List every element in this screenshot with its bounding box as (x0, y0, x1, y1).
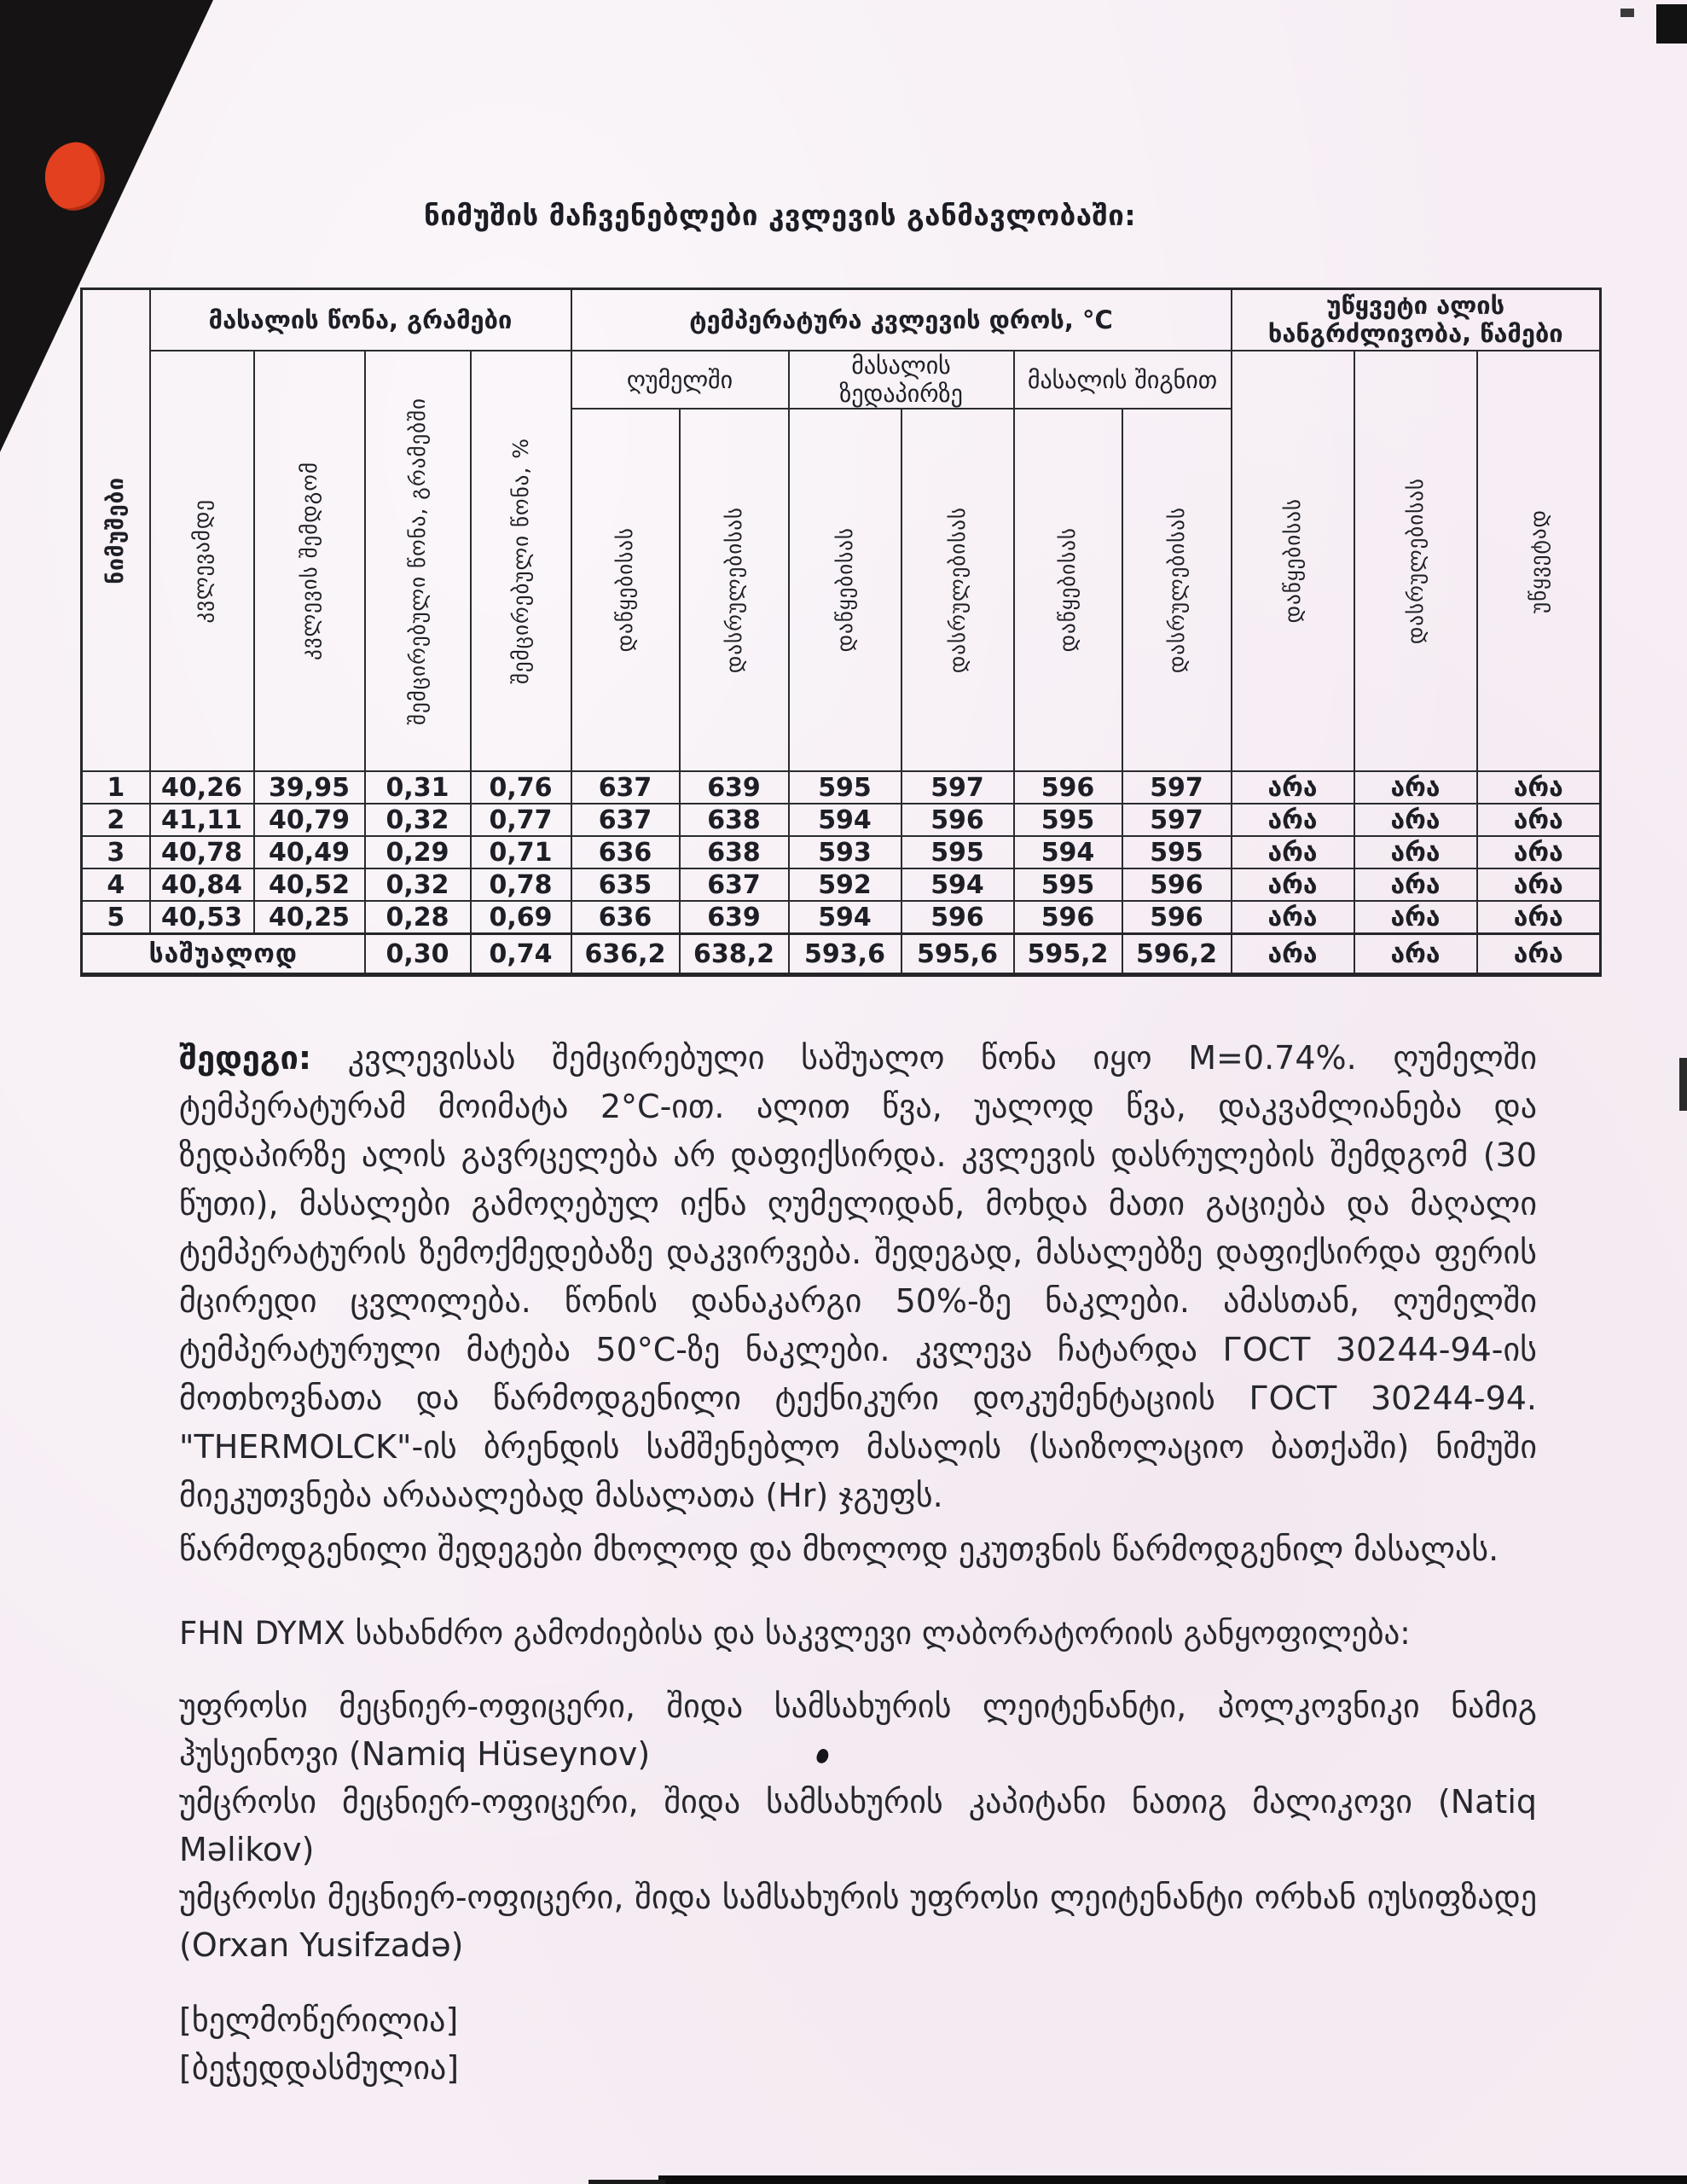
table-cell: 40,26 (150, 771, 254, 804)
table-cell: 639 (680, 901, 789, 934)
officers-block (179, 1682, 1537, 1969)
header-temp-surface: მასალის ზედაპირზე (789, 351, 1014, 409)
table-cell: 596 (1014, 901, 1122, 934)
scan-edge-strip-bottom (658, 2175, 1687, 2184)
header-inside-end (1122, 409, 1232, 771)
table-cell: 594 (789, 804, 901, 836)
table-body (82, 771, 1601, 975)
table-cell: არა (1354, 804, 1477, 836)
header-surface-end (901, 409, 1014, 771)
table-cell: არა (1354, 868, 1477, 901)
surface-end-label: დასრულებისას (944, 506, 970, 674)
stamped-note: [ბეჭედდასმულია] (179, 2049, 460, 2087)
disclaimer-paragraph: წარმოდგენილი შედეგები მხოლოდ და მხოლოდ ეკუთვნის წარმოდგენილ მასალას. (179, 1531, 1499, 1568)
table-cell: არა (1477, 901, 1601, 934)
officer-3: უმცროსი მეცნიერ-ოფიცერი, შიდა სამსახურის უფროსი ლეიტენანტი ორხან იუსიფზადე (Orxan Yusifzadə) (179, 1879, 1537, 1964)
average-cell: არა (1232, 934, 1354, 975)
table-cell: 40,49 (254, 836, 365, 868)
table-cell: 596 (901, 901, 1014, 934)
scan-edge-mark-top-right (1656, 4, 1687, 44)
scan-edge-mark-right (1679, 1058, 1687, 1111)
table-cell: 637 (680, 868, 789, 901)
inside-start-label: დაწყებისას (1055, 527, 1080, 653)
table-cell: 594 (901, 868, 1014, 901)
table-cell: 596 (1014, 771, 1122, 804)
table-cell: არა (1354, 771, 1477, 804)
header-group-weight: მასალის წონა, გრამები (150, 289, 571, 351)
table-cell: 40,78 (150, 836, 254, 868)
table-cell: 638 (680, 804, 789, 836)
average-cell: 0,74 (471, 934, 571, 975)
inside-end-label: დასრულებისას (1163, 506, 1189, 674)
table-cell: 40,25 (254, 901, 365, 934)
table-cell: 0,78 (471, 868, 571, 901)
table-cell: 0,76 (471, 771, 571, 804)
table-cell: 637 (571, 804, 680, 836)
average-row (82, 934, 1601, 975)
average-cell: 595,6 (901, 934, 1014, 975)
average-cell: 638,2 (680, 934, 789, 975)
table-cell: 596 (1122, 901, 1232, 934)
average-cell: არა (1354, 934, 1477, 975)
table-header (82, 289, 1601, 772)
oven-start-label: დაწყებისას (612, 527, 637, 653)
table-row (82, 901, 1601, 934)
table-cell: 595 (789, 771, 901, 804)
table-row (82, 868, 1601, 901)
table-cell: 0,32 (365, 868, 471, 901)
table-cell: 0,32 (365, 804, 471, 836)
results-table (80, 288, 1602, 977)
weight-after-label: კვლევის შემდგომ (296, 461, 322, 661)
table-cell: 0,31 (365, 771, 471, 804)
header-surface-start (789, 409, 901, 771)
table-cell: 40,52 (254, 868, 365, 901)
table-cell: 41,11 (150, 804, 254, 836)
table-cell: 594 (1014, 836, 1122, 868)
header-samples-label: ნიმუშები (102, 476, 129, 584)
table-cell: არა (1232, 804, 1354, 836)
row-number-cell: 2 (82, 804, 150, 836)
table-cell: 596 (1122, 868, 1232, 901)
table-cell: 637 (571, 771, 680, 804)
surface-start-label: დაწყებისას (832, 527, 857, 653)
table-cell: არა (1477, 771, 1601, 804)
average-cell: 0,30 (365, 934, 471, 975)
table-cell: არა (1354, 836, 1477, 868)
table-cell: 597 (1122, 804, 1232, 836)
table-cell: 597 (901, 771, 1014, 804)
table-cell: 636 (571, 836, 680, 868)
table-cell: 635 (571, 868, 680, 901)
table-cell: არა (1232, 771, 1354, 804)
average-cell: 596,2 (1122, 934, 1232, 975)
header-samples (82, 289, 150, 772)
row-number-cell: 5 (82, 901, 150, 934)
header-temp-oven: ღუმელში (571, 351, 789, 409)
table-cell: 638 (680, 836, 789, 868)
table-cell: 636 (571, 901, 680, 934)
table-cell: არა (1477, 804, 1601, 836)
department-line: FHN DYMX სახანძრო გამოძიებისა და საკვლევი ლაბორატორიის განყოფილება: (179, 1615, 1411, 1652)
table-cell: 595 (1014, 804, 1122, 836)
flame-continuous-label: უწყვეტად (1525, 508, 1551, 613)
officer-1: უფროსი მეცნიერ-ოფიცერი, შიდა სამსახურის ლეიტენანტი, პოლკოვნიკი ნამიგ ჰუსეინოვი (Namiq Hüseynov) (179, 1687, 1537, 1773)
header-temp-inside: მასალის შიგნით (1014, 351, 1232, 409)
result-text: კვლევისას შემცირებული საშუალო წონა იყო M=0.74%. ღუმელში ტემპერატურამ მოიმატა 2°C-ით. ალით წვა, უალოდ წვა, დაკვამლიანება და ზედაპირზე ალის გავრცელება არ დაფიქსირდა. კვლევის დასრულების შემდგომ (30 წუთი), მასალები გამოღებულ იქნა ღუმელიდან, მოხდა მათი გაციება და მაღალი ტემპერატურის ზემოქმედებაზე დაკვირვება. შედეგად, მასალებზე დაფიქსირდა ფერის მცირედი ცვლილება. წონის დანაკარგი 50%-ზე ნაკლები. ამასთან, ღუმელში ტემპერატურული მატება 50°C-ზე ნაკლები. კვლევა ჩატარდა ГОСТ 30244-94-ის მოთხოვნათა და წარმოდგენილი ტექნიკური დოკუმენტაციის ГОСТ 30244-94. "THERMOLCK"-ის ბრენდის სამშენებლო მასალის (საიზოლაციო ბათქაში) ნიმუში მიეკუთვნება არააალებად მასალათა (Hr) ჯგუფს. (179, 1039, 1537, 1514)
table-cell: არა (1232, 901, 1354, 934)
average-cell: 636,2 (571, 934, 680, 975)
table-cell: 0,28 (365, 901, 471, 934)
header-group-flame: უწყვეტი ალის ხანგრძლივობა, წამები (1232, 289, 1601, 351)
table-cell: 40,53 (150, 901, 254, 934)
table-cell: 594 (789, 901, 901, 934)
average-cell: არა (1477, 934, 1601, 975)
page-title: ნიმუშის მაჩვენებლები კვლევის განმავლობაში: (424, 199, 1137, 232)
table-cell: არა (1232, 868, 1354, 901)
table-cell: 39,95 (254, 771, 365, 804)
scan-speck-top-right (1620, 9, 1634, 17)
result-label: შედეგი: (179, 1039, 312, 1077)
table-cell: 596 (901, 804, 1014, 836)
table-cell: 592 (789, 868, 901, 901)
table-cell: 0,69 (471, 901, 571, 934)
table-cell: არა (1477, 836, 1601, 868)
header-flame-start (1232, 351, 1354, 771)
scan-edge-strip-bottom-2 (588, 2180, 665, 2184)
weight-before-label: კვლევამდე (188, 498, 214, 624)
row-number-cell: 3 (82, 836, 150, 868)
table-cell: 0,71 (471, 836, 571, 868)
header-flame-continuous (1477, 351, 1601, 771)
table-cell: არა (1354, 901, 1477, 934)
row-number-cell: 1 (82, 771, 150, 804)
flame-end-label: დასრულებისას (1402, 477, 1428, 645)
table-row (82, 836, 1601, 868)
table-cell: 0,29 (365, 836, 471, 868)
average-label: საშუალოდ (82, 934, 365, 975)
table-cell: არა (1477, 868, 1601, 901)
footer-block (179, 1996, 459, 2092)
table-cell: 597 (1122, 771, 1232, 804)
header-weight-after (254, 351, 365, 771)
row-number-cell: 4 (82, 868, 150, 901)
header-weight-loss-grams (365, 351, 471, 771)
table-cell: 595 (1014, 868, 1122, 901)
table-cell: 593 (789, 836, 901, 868)
table-cell: 595 (1122, 836, 1232, 868)
table-cell: 40,84 (150, 868, 254, 901)
header-oven-start (571, 409, 680, 771)
result-paragraph (179, 1034, 1537, 1520)
table-cell: 0,77 (471, 804, 571, 836)
weight-loss-percent-label: შემცირებული წონა, % (507, 437, 533, 684)
header-group-temperature: ტემპერატურა კვლევის დროს, °C (571, 289, 1232, 351)
officer-2: უმცროსი მეცნიერ-ოფიცერი, შიდა სამსახურის კაპიტანი ნათიგ მალიკოვი (Natiq Məlikov) (179, 1783, 1537, 1868)
table-cell: 595 (901, 836, 1014, 868)
signed-note: [ხელმოწერილია] (179, 2001, 459, 2039)
table-cell: 40,79 (254, 804, 365, 836)
table-row (82, 804, 1601, 836)
table-cell: 639 (680, 771, 789, 804)
weight-loss-grams-label: შემცირებული წონა, გრამებში (404, 397, 430, 725)
average-cell: 595,2 (1014, 934, 1122, 975)
header-flame-end (1354, 351, 1477, 771)
header-weight-loss-percent (471, 351, 571, 771)
header-oven-end (680, 409, 789, 771)
oven-end-label: დასრულებისას (721, 506, 746, 674)
header-weight-before (150, 351, 254, 771)
table-row (82, 771, 1601, 804)
table-cell: არა (1232, 836, 1354, 868)
average-cell: 593,6 (789, 934, 901, 975)
header-inside-start (1014, 409, 1122, 771)
flame-start-label: დაწყებისას (1279, 498, 1305, 624)
